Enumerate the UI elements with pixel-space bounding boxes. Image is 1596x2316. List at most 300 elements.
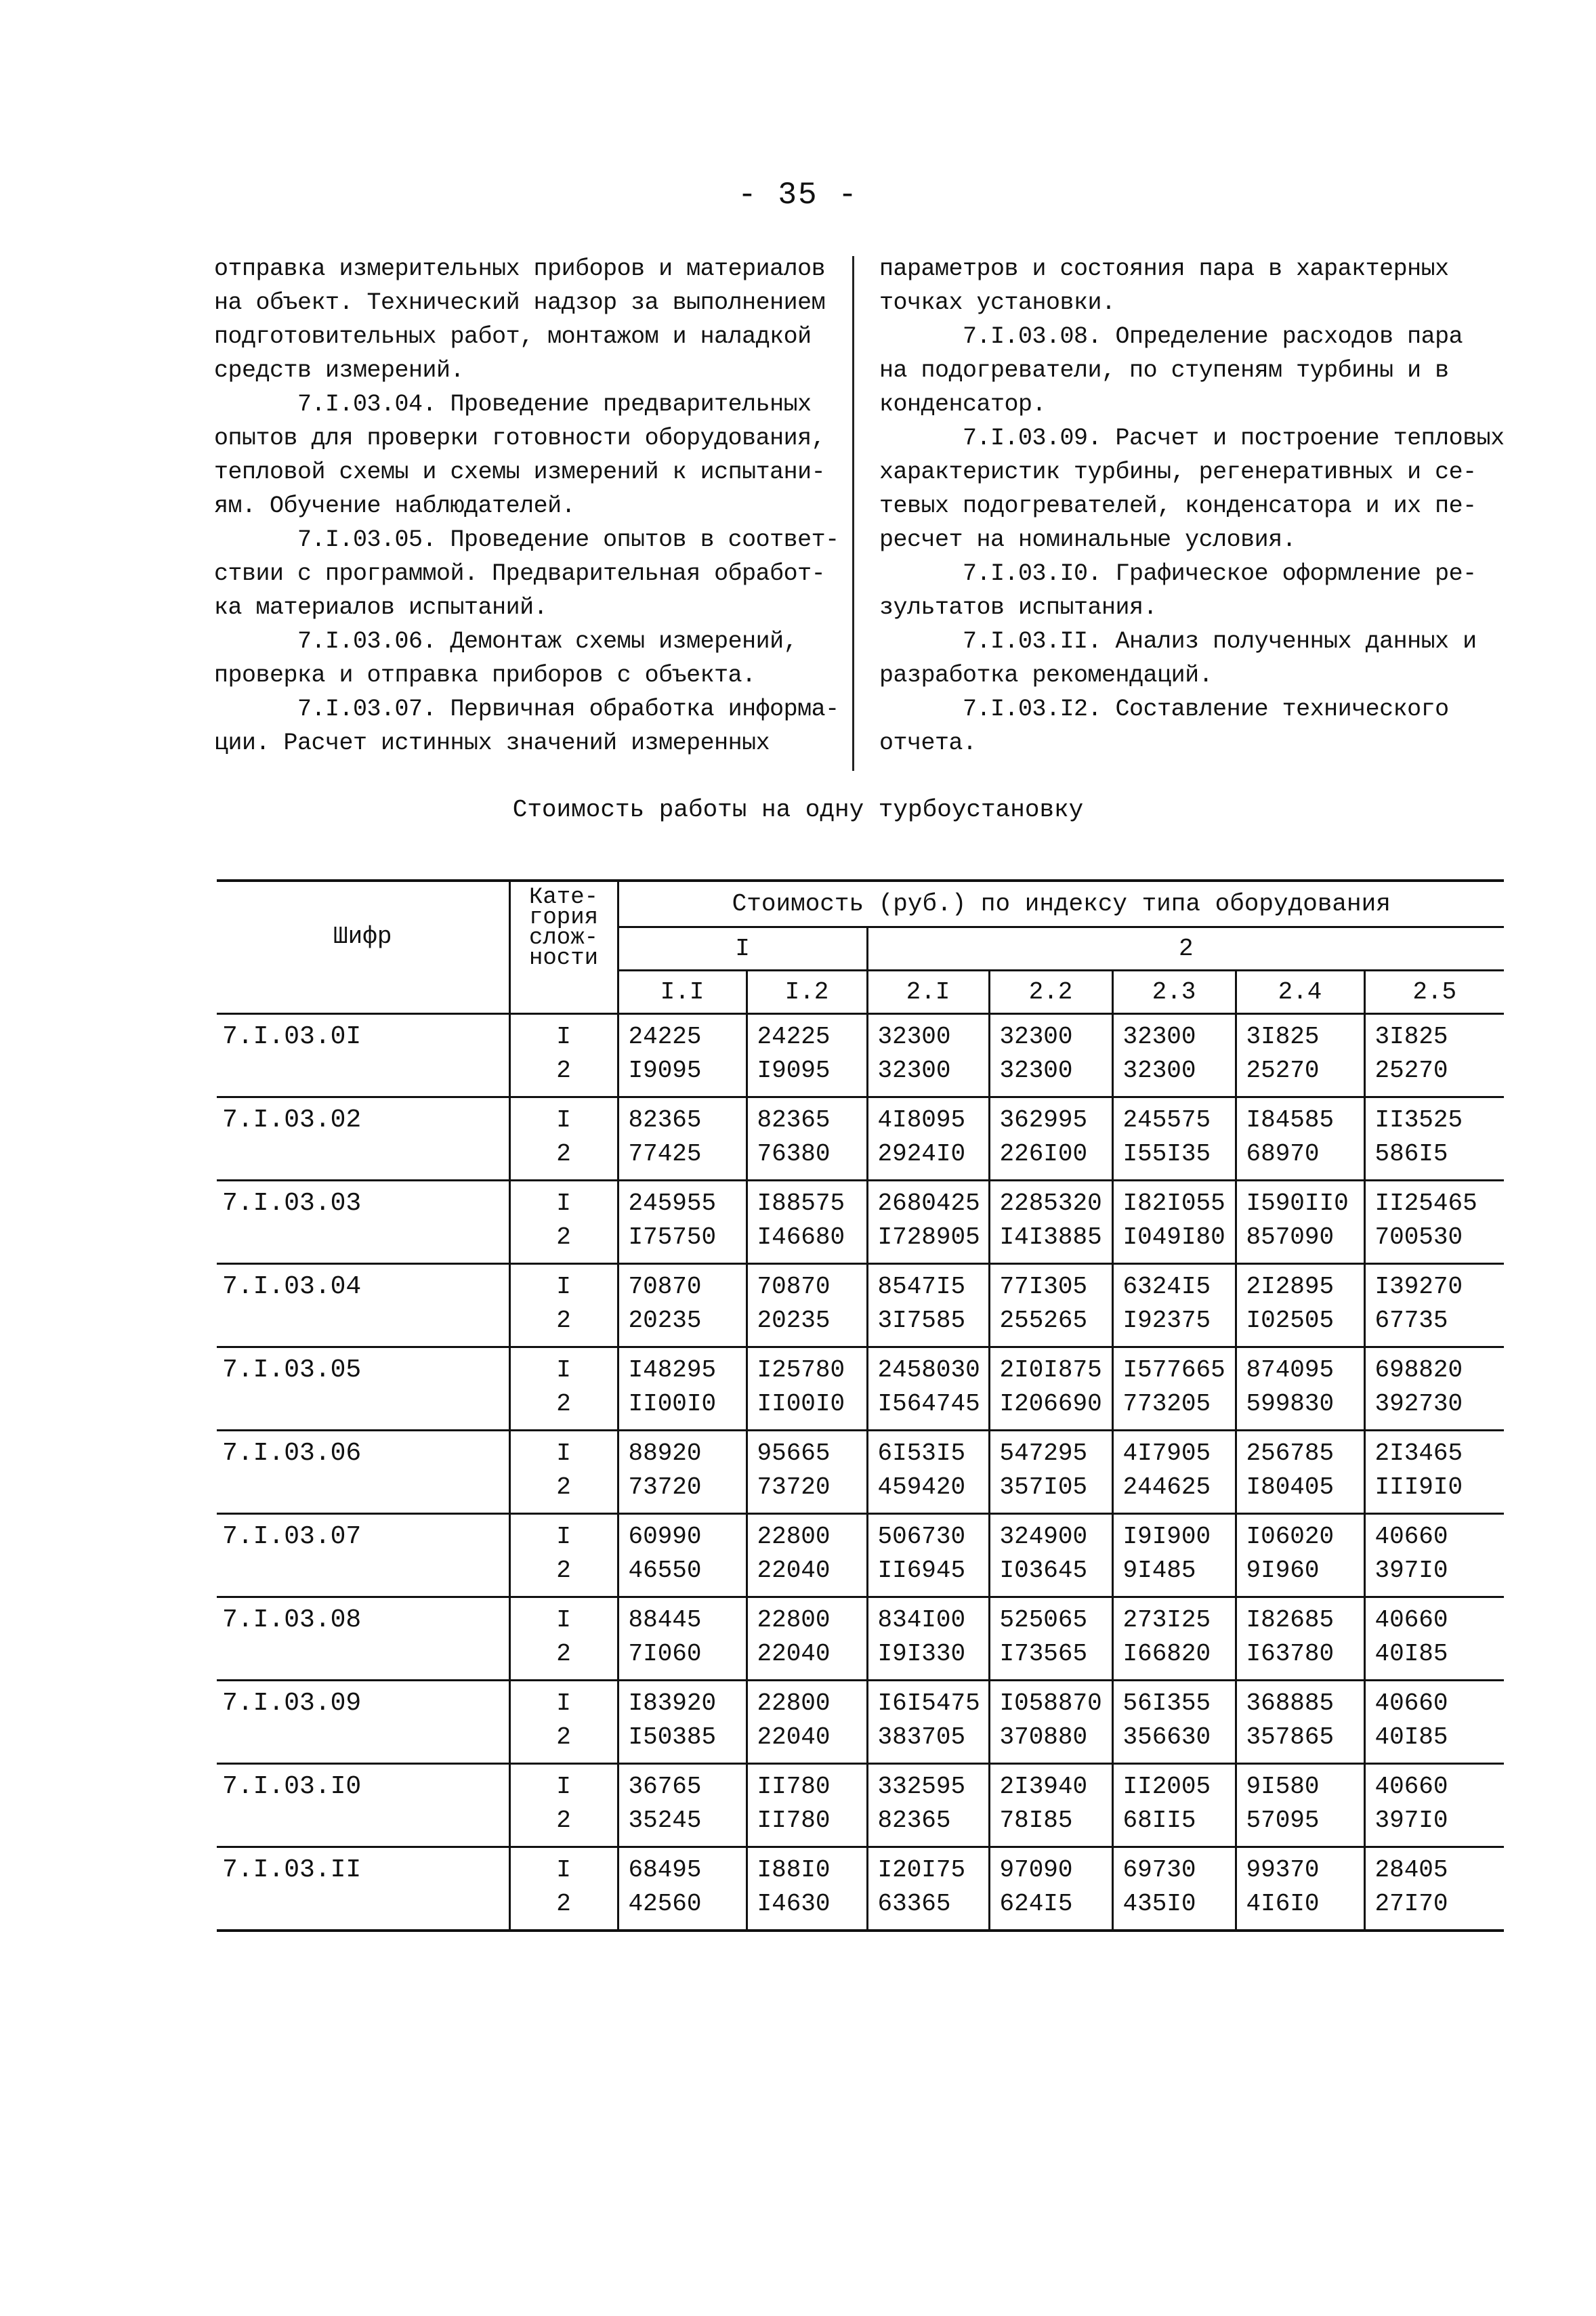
row-code-text: 7.I.03.I0 bbox=[222, 1771, 362, 1801]
cost-cell bbox=[989, 1513, 1112, 1597]
cost-value: 22800 bbox=[757, 1522, 831, 1551]
header-category-line: гория bbox=[528, 905, 599, 931]
row-category bbox=[509, 1763, 618, 1847]
text-line: 7.I.03.I2. Составление технического bbox=[879, 696, 1449, 723]
cost-value: 25270 bbox=[1246, 1056, 1320, 1085]
cost-cell bbox=[747, 1430, 867, 1513]
cost-cell bbox=[989, 1013, 1112, 1097]
cost-value: 20235 bbox=[628, 1306, 702, 1334]
category-value: 2 bbox=[556, 1389, 571, 1418]
cost-value: 3I825 bbox=[1374, 1022, 1448, 1051]
cost-value: 32300 bbox=[999, 1056, 1073, 1085]
cost-value: 88445 bbox=[628, 1605, 702, 1634]
cost-value: 88920 bbox=[628, 1439, 702, 1467]
cost-value: 362995 bbox=[999, 1106, 1088, 1134]
right-text-column bbox=[879, 252, 1505, 760]
cost-value: 22800 bbox=[757, 1689, 831, 1717]
cost-value: 226I00 bbox=[999, 1139, 1088, 1168]
cost-value: 435I0 bbox=[1122, 1889, 1196, 1918]
cost-value: 70870 bbox=[757, 1272, 831, 1301]
cost-cell bbox=[867, 1513, 989, 1597]
cost-value: 32300 bbox=[1122, 1056, 1196, 1085]
cost-value: I02505 bbox=[1246, 1306, 1335, 1334]
cost-value: I82685 bbox=[1246, 1605, 1335, 1634]
cost-cell bbox=[747, 1013, 867, 1097]
cost-value: I206690 bbox=[999, 1389, 1102, 1418]
cost-value: 42560 bbox=[628, 1889, 702, 1918]
text-line: разработка рекомендаций. bbox=[879, 662, 1213, 689]
category-value: I bbox=[556, 1272, 571, 1301]
table-row bbox=[217, 1430, 1504, 1513]
category-value: 2 bbox=[556, 1139, 571, 1168]
row-category bbox=[509, 1430, 618, 1513]
cost-cell bbox=[1236, 1597, 1364, 1680]
cost-cell bbox=[1112, 1347, 1236, 1430]
table-row bbox=[217, 1680, 1504, 1763]
cost-cell bbox=[867, 1263, 989, 1347]
cost-value: 525065 bbox=[999, 1605, 1088, 1634]
cost-value: 97090 bbox=[999, 1855, 1073, 1884]
cost-value: 24225 bbox=[628, 1022, 702, 1051]
cost-value: 392730 bbox=[1374, 1389, 1463, 1418]
header-subcol: 2.I bbox=[867, 970, 989, 1013]
row-code-text: 7.I.03.0I bbox=[222, 1022, 362, 1051]
cost-value: 22040 bbox=[757, 1639, 831, 1668]
header-subcol: 2.5 bbox=[1364, 970, 1504, 1013]
table-row bbox=[217, 1763, 1504, 1847]
cost-cell bbox=[747, 1263, 867, 1347]
cost-value: I80405 bbox=[1246, 1473, 1335, 1501]
cost-value: I564745 bbox=[877, 1389, 980, 1418]
table-row bbox=[217, 1180, 1504, 1263]
category-value: 2 bbox=[556, 1306, 571, 1334]
cost-cell bbox=[1364, 1513, 1504, 1597]
cost-value: II00I0 bbox=[757, 1389, 845, 1418]
cost-cell bbox=[618, 1597, 747, 1680]
cost-cell bbox=[618, 1347, 747, 1430]
cost-value: 383705 bbox=[877, 1723, 966, 1751]
header-code-label: Шифр bbox=[333, 923, 392, 950]
text-line: 7.I.03.08. Определение расходов пара bbox=[879, 323, 1463, 350]
row-category bbox=[509, 1847, 618, 1931]
header-subcol: I.I bbox=[618, 970, 747, 1013]
cost-cell bbox=[867, 1097, 989, 1180]
text-line: средств измерений. bbox=[214, 357, 465, 384]
cost-value: 2I3940 bbox=[999, 1772, 1088, 1801]
cost-value: 368885 bbox=[1246, 1689, 1335, 1717]
text-line: 7.I.03.04. Проведение предварительных bbox=[214, 391, 812, 418]
cost-value: 82365 bbox=[757, 1106, 831, 1134]
cost-value: 245955 bbox=[628, 1189, 717, 1217]
category-value: I bbox=[556, 1355, 571, 1384]
cost-value: II780 bbox=[757, 1772, 831, 1801]
text-line: 7.I.03.05. Проведение опытов в соответ- bbox=[214, 526, 839, 553]
category-value: I bbox=[556, 1855, 571, 1884]
cost-value: 27I70 bbox=[1374, 1889, 1448, 1918]
cost-value: 2I2895 bbox=[1246, 1272, 1335, 1301]
row-code-text: 7.I.03.02 bbox=[222, 1105, 362, 1135]
text-line: отправка измерительных приборов и материалов bbox=[214, 255, 826, 282]
cost-cell bbox=[867, 1847, 989, 1931]
cost-value: 245575 bbox=[1122, 1106, 1211, 1134]
cost-cell bbox=[1236, 1013, 1364, 1097]
cost-value: 32300 bbox=[1122, 1022, 1196, 1051]
table-row bbox=[217, 1513, 1504, 1597]
header-subcol: 2.3 bbox=[1112, 970, 1236, 1013]
cost-value: 357I05 bbox=[999, 1473, 1088, 1501]
category-value: 2 bbox=[556, 1723, 571, 1751]
cost-cell bbox=[867, 1180, 989, 1263]
cost-value: 25270 bbox=[1374, 1056, 1448, 1085]
text-line: 7.I.03.07. Первичная обработка информа- bbox=[214, 696, 839, 723]
cost-value: 4I8095 bbox=[877, 1106, 966, 1134]
cost-cell bbox=[867, 1680, 989, 1763]
cost-cell bbox=[1364, 1847, 1504, 1931]
cost-value: 40660 bbox=[1374, 1772, 1448, 1801]
cost-value: I06020 bbox=[1246, 1522, 1335, 1551]
cost-cell bbox=[1236, 1180, 1364, 1263]
cost-value: I55I35 bbox=[1122, 1139, 1211, 1168]
cost-cell bbox=[618, 1680, 747, 1763]
cost-value: 32300 bbox=[877, 1022, 951, 1051]
cost-value: I9095 bbox=[757, 1056, 831, 1085]
cost-value: I46680 bbox=[757, 1223, 845, 1251]
row-code bbox=[217, 1430, 509, 1513]
category-value: I bbox=[556, 1605, 571, 1634]
cost-value: 834I00 bbox=[877, 1605, 966, 1634]
cost-value: II2005 bbox=[1122, 1772, 1211, 1801]
cost-cell bbox=[1364, 1013, 1504, 1097]
text-line: отчета. bbox=[879, 730, 977, 757]
cost-value: 547295 bbox=[999, 1439, 1088, 1467]
cost-value: 77I305 bbox=[999, 1272, 1088, 1301]
header-subcol: 2.4 bbox=[1236, 970, 1364, 1013]
cost-cell bbox=[1236, 1347, 1364, 1430]
category-value: 2 bbox=[556, 1473, 571, 1501]
cost-cell bbox=[1364, 1680, 1504, 1763]
cost-cell bbox=[1364, 1180, 1504, 1263]
cost-value: I39270 bbox=[1374, 1272, 1463, 1301]
cost-value: 69730 bbox=[1122, 1855, 1196, 1884]
cost-value: 46550 bbox=[628, 1556, 702, 1584]
cost-value: 40I85 bbox=[1374, 1723, 1448, 1751]
cost-value: II00I0 bbox=[628, 1389, 717, 1418]
page-number: - 35 - bbox=[738, 177, 858, 213]
header-subcol: 2.2 bbox=[989, 970, 1112, 1013]
cost-cell bbox=[989, 1097, 1112, 1180]
table-row bbox=[217, 1347, 1504, 1430]
cost-cell bbox=[618, 1763, 747, 1847]
cost-value: I577665 bbox=[1122, 1355, 1225, 1384]
cost-value: 36765 bbox=[628, 1772, 702, 1801]
header-group-2: 2 bbox=[867, 927, 1504, 970]
cost-cell bbox=[1112, 1847, 1236, 1931]
cost-cell bbox=[1236, 1680, 1364, 1763]
cost-value: I6I5475 bbox=[877, 1689, 980, 1717]
cost-value: 7I060 bbox=[628, 1639, 702, 1668]
cost-value: 22040 bbox=[757, 1723, 831, 1751]
cost-value: 2I0I875 bbox=[999, 1355, 1102, 1384]
cost-cell bbox=[618, 1430, 747, 1513]
text-line: конденсатор. bbox=[879, 391, 1047, 418]
cost-cell bbox=[618, 1013, 747, 1097]
cost-value: 2458030 bbox=[877, 1355, 980, 1384]
cost-value: I9095 bbox=[628, 1056, 702, 1085]
text-line: опытов для проверки готовности оборудования, bbox=[214, 425, 826, 452]
cost-value: 68495 bbox=[628, 1855, 702, 1884]
row-code bbox=[217, 1180, 509, 1263]
category-value: I bbox=[556, 1772, 571, 1801]
cost-cell bbox=[1112, 1763, 1236, 1847]
cost-value: 9I580 bbox=[1246, 1772, 1320, 1801]
cost-cell bbox=[618, 1180, 747, 1263]
row-code-text: 7.I.03.06 bbox=[222, 1438, 362, 1468]
header-category-line: Кате- bbox=[528, 885, 599, 910]
cost-value: 397I0 bbox=[1374, 1556, 1448, 1584]
header-category bbox=[509, 881, 618, 1013]
text-line: 7.I.03.09. Расчет и построение тепловых bbox=[879, 425, 1505, 452]
cost-cell bbox=[618, 1097, 747, 1180]
cost-cell bbox=[1236, 1430, 1364, 1513]
text-line: 7.I.03.06. Демонтаж схемы измерений, bbox=[214, 628, 798, 655]
text-line: точках установки. bbox=[879, 289, 1116, 316]
cost-value: 273I25 bbox=[1122, 1605, 1211, 1634]
row-code-text: 7.I.03.05 bbox=[222, 1355, 362, 1385]
cost-value: 73720 bbox=[628, 1473, 702, 1501]
row-code bbox=[217, 1597, 509, 1680]
cost-value: 63365 bbox=[877, 1889, 951, 1918]
cost-cell bbox=[618, 1263, 747, 1347]
cost-value: 40660 bbox=[1374, 1689, 1448, 1717]
row-category bbox=[509, 1263, 618, 1347]
cost-value: 82365 bbox=[628, 1106, 702, 1134]
text-line: 7.I.03.II. Анализ полученных данных и bbox=[879, 628, 1477, 655]
cost-value: 82365 bbox=[877, 1806, 951, 1834]
cost-cell bbox=[1364, 1430, 1504, 1513]
cost-value: 70870 bbox=[628, 1272, 702, 1301]
cost-cell bbox=[989, 1763, 1112, 1847]
cost-value: I88I0 bbox=[757, 1855, 831, 1884]
cost-value: 332595 bbox=[877, 1772, 966, 1801]
cost-value: I92375 bbox=[1122, 1306, 1211, 1334]
header-subcol: I.2 bbox=[747, 970, 867, 1013]
category-value: 2 bbox=[556, 1056, 571, 1085]
category-value: 2 bbox=[556, 1639, 571, 1668]
category-value: 2 bbox=[556, 1806, 571, 1834]
cost-value: I9I900 bbox=[1122, 1522, 1211, 1551]
text-line: ям. Обучение наблюдателей. bbox=[214, 492, 576, 520]
row-category bbox=[509, 1347, 618, 1430]
row-category bbox=[509, 1680, 618, 1763]
row-code-text: 7.I.03.II bbox=[222, 1855, 362, 1885]
text-line: ствии с программой. Предварительная обработ- bbox=[214, 560, 826, 587]
cost-cell bbox=[1364, 1347, 1504, 1430]
cost-value: 857090 bbox=[1246, 1223, 1335, 1251]
row-code bbox=[217, 1347, 509, 1430]
cost-value: 22040 bbox=[757, 1556, 831, 1584]
cost-value: 3I825 bbox=[1246, 1022, 1320, 1051]
text-line: проверка и отправка приборов с объекта. bbox=[214, 662, 756, 689]
cost-value: I4630 bbox=[757, 1889, 831, 1918]
cost-value: I20I75 bbox=[877, 1855, 966, 1884]
cost-value: 2285320 bbox=[999, 1189, 1102, 1217]
cost-cell bbox=[867, 1013, 989, 1097]
cost-cell bbox=[1364, 1097, 1504, 1180]
table-row bbox=[217, 1597, 1504, 1680]
cost-value: I48295 bbox=[628, 1355, 717, 1384]
table-row bbox=[217, 1263, 1504, 1347]
cost-cell bbox=[867, 1597, 989, 1680]
cost-value: I9I330 bbox=[877, 1639, 966, 1668]
cost-value: I63780 bbox=[1246, 1639, 1335, 1668]
cost-value: 324900 bbox=[999, 1522, 1088, 1551]
cost-cell bbox=[989, 1263, 1112, 1347]
cost-cell bbox=[1112, 1597, 1236, 1680]
cost-value: 35245 bbox=[628, 1806, 702, 1834]
row-code bbox=[217, 1263, 509, 1347]
category-value: I bbox=[556, 1106, 571, 1134]
row-code-text: 7.I.03.08 bbox=[222, 1605, 362, 1635]
category-value: I bbox=[556, 1689, 571, 1717]
cost-value: I84585 bbox=[1246, 1106, 1335, 1134]
cost-value: 459420 bbox=[877, 1473, 966, 1501]
cost-cell bbox=[1112, 1263, 1236, 1347]
cost-value: 255265 bbox=[999, 1306, 1088, 1334]
row-category bbox=[509, 1180, 618, 1263]
cost-cell bbox=[867, 1347, 989, 1430]
cost-cell bbox=[1112, 1680, 1236, 1763]
row-code bbox=[217, 1847, 509, 1931]
cost-value: I4I3885 bbox=[999, 1223, 1102, 1251]
cost-cell bbox=[747, 1513, 867, 1597]
cost-value: 57095 bbox=[1246, 1806, 1320, 1834]
cost-value: 356630 bbox=[1122, 1723, 1211, 1751]
row-category bbox=[509, 1513, 618, 1597]
cost-value: 244625 bbox=[1122, 1473, 1211, 1501]
row-code-text: 7.I.03.04 bbox=[222, 1271, 362, 1301]
table-caption: Стоимость работы на одну турбоустановку bbox=[512, 796, 1084, 824]
row-code-text: 7.I.03.09 bbox=[222, 1688, 362, 1718]
cost-value: II6945 bbox=[877, 1556, 966, 1584]
cost-cell bbox=[989, 1680, 1112, 1763]
text-line: на объект. Технический надзор за выполнением bbox=[214, 289, 826, 316]
cost-value: 2I3465 bbox=[1374, 1439, 1463, 1467]
cost-cell bbox=[1236, 1847, 1364, 1931]
row-code bbox=[217, 1763, 509, 1847]
cost-value: 67735 bbox=[1374, 1306, 1448, 1334]
cost-value: 9I485 bbox=[1122, 1556, 1196, 1584]
cost-value: 9I960 bbox=[1246, 1556, 1320, 1584]
table-row bbox=[217, 1013, 1504, 1097]
cost-value: 20235 bbox=[757, 1306, 831, 1334]
cost-value: I75750 bbox=[628, 1223, 717, 1251]
cost-value: 32300 bbox=[999, 1022, 1073, 1051]
cost-cell bbox=[1236, 1763, 1364, 1847]
cost-value: 68970 bbox=[1246, 1139, 1320, 1168]
cost-value: 40I85 bbox=[1374, 1639, 1448, 1668]
cost-value: 77425 bbox=[628, 1139, 702, 1168]
category-value: 2 bbox=[556, 1556, 571, 1584]
row-code-text: 7.I.03.07 bbox=[222, 1521, 362, 1551]
text-line: тепловой схемы и схемы измерений к испытани- bbox=[214, 459, 826, 486]
category-value: I bbox=[556, 1022, 571, 1051]
cost-value: 68II5 bbox=[1122, 1806, 1196, 1834]
category-value: 2 bbox=[556, 1223, 571, 1251]
cost-cell bbox=[1364, 1597, 1504, 1680]
cost-value: 586I5 bbox=[1374, 1139, 1448, 1168]
header-category-line: ности bbox=[528, 946, 599, 971]
cost-value: 357865 bbox=[1246, 1723, 1335, 1751]
cost-value: 56I355 bbox=[1122, 1689, 1211, 1717]
text-line: ции. Расчет истинных значений измеренных bbox=[214, 730, 770, 757]
cost-cell bbox=[989, 1597, 1112, 1680]
cost-value: 32300 bbox=[877, 1056, 951, 1085]
text-line: ресчет на номинальные условия. bbox=[879, 526, 1297, 553]
cost-value: 6324I5 bbox=[1122, 1272, 1211, 1301]
cost-cell bbox=[1364, 1763, 1504, 1847]
cost-value: 28405 bbox=[1374, 1855, 1448, 1884]
text-line: 7.I.03.I0. Графическое оформление ре- bbox=[879, 560, 1477, 587]
left-text-column bbox=[214, 252, 844, 760]
cost-value: 40660 bbox=[1374, 1605, 1448, 1634]
header-category-line: слож- bbox=[528, 925, 599, 951]
cost-value: 24225 bbox=[757, 1022, 831, 1051]
cost-cell bbox=[989, 1430, 1112, 1513]
cost-value: 397I0 bbox=[1374, 1806, 1448, 1834]
header-group-1: I bbox=[618, 927, 867, 970]
cost-cell bbox=[1236, 1263, 1364, 1347]
row-category bbox=[509, 1013, 618, 1097]
text-line: подготовительных работ, монтажом и наладкой bbox=[214, 323, 812, 350]
cost-cell bbox=[747, 1763, 867, 1847]
cost-value: I049I80 bbox=[1122, 1223, 1225, 1251]
cost-cell bbox=[618, 1513, 747, 1597]
cost-value: 73720 bbox=[757, 1473, 831, 1501]
cost-value: 370880 bbox=[999, 1723, 1088, 1751]
text-line: на подогреватели, по ступеням турбины и в bbox=[879, 357, 1449, 384]
cost-cell bbox=[747, 1847, 867, 1931]
cost-cell bbox=[618, 1847, 747, 1931]
cost-value: 4I7905 bbox=[1122, 1439, 1211, 1467]
cost-value: 78I85 bbox=[999, 1806, 1073, 1834]
cost-value: I03645 bbox=[999, 1556, 1088, 1584]
cost-cell bbox=[747, 1180, 867, 1263]
cost-value: 76380 bbox=[757, 1139, 831, 1168]
cost-value: 624I5 bbox=[999, 1889, 1073, 1918]
cost-cell bbox=[989, 1180, 1112, 1263]
cost-value: I83920 bbox=[628, 1689, 717, 1717]
cost-cell bbox=[1112, 1180, 1236, 1263]
cost-cell bbox=[1112, 1097, 1236, 1180]
cost-value: 8547I5 bbox=[877, 1272, 966, 1301]
cost-table bbox=[217, 879, 1504, 1932]
cost-value: 22800 bbox=[757, 1605, 831, 1634]
cost-value: I728905 bbox=[877, 1223, 980, 1251]
cost-value: III9I0 bbox=[1374, 1473, 1463, 1501]
cost-value: I66820 bbox=[1122, 1639, 1211, 1668]
cost-cell bbox=[867, 1763, 989, 1847]
row-code bbox=[217, 1013, 509, 1097]
column-divider bbox=[852, 256, 854, 771]
text-line: ка материалов испытаний. bbox=[214, 594, 548, 621]
category-value: I bbox=[556, 1522, 571, 1551]
header-cost-title: Стоимость (руб.) по индексу типа оборудования bbox=[618, 881, 1504, 927]
cost-value: 95665 bbox=[757, 1439, 831, 1467]
cost-value: 874095 bbox=[1246, 1355, 1335, 1384]
cost-value: 4I6I0 bbox=[1246, 1889, 1320, 1918]
cost-table-wrapper bbox=[217, 879, 1504, 1932]
cost-value: II25465 bbox=[1374, 1189, 1477, 1217]
